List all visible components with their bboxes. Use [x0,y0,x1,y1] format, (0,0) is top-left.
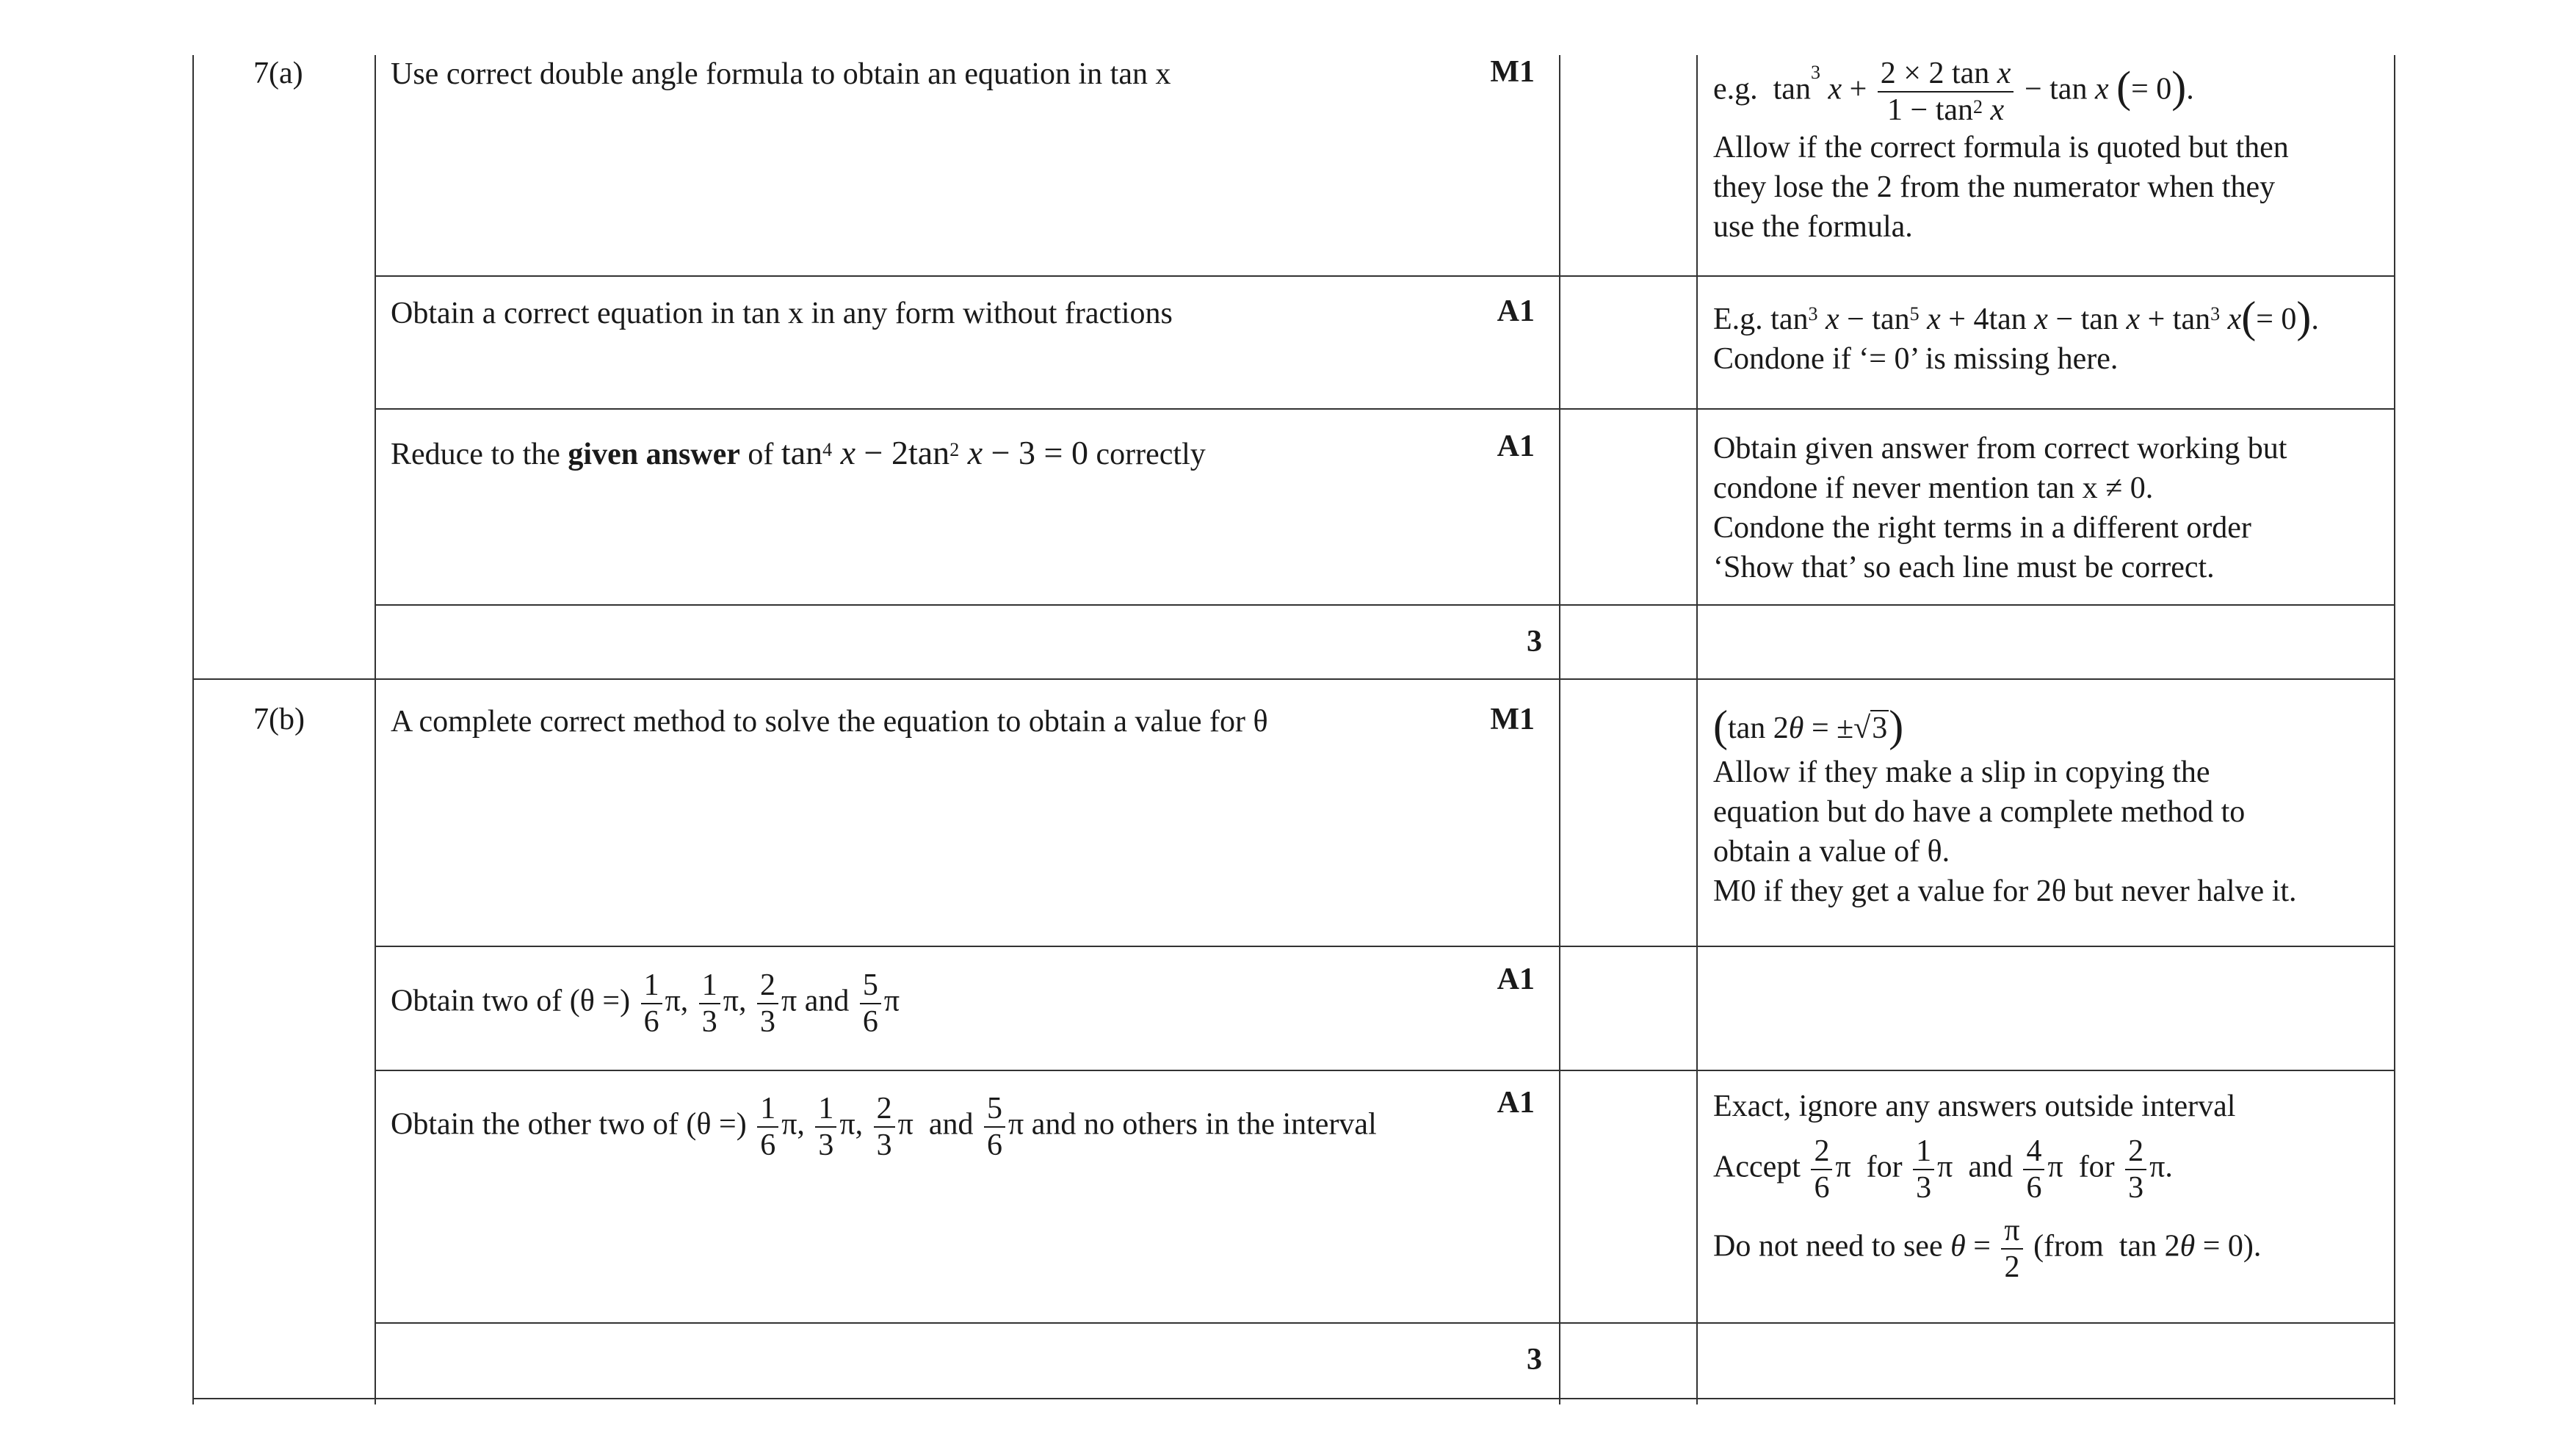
fraction: $\frac{1}{3}$ [699,968,720,1040]
fraction: $\frac{1}{6}$ [641,968,662,1040]
guidance-cell [1713,293,2381,379]
given-equation: $\tan^4 x - 2\tan^2$ x − 3 = 0 [781,434,1088,471]
guidance-equation: (tan 2θ = ±√3) [1713,702,1904,750]
answer-mid: of [748,438,774,471]
guidance-line: Allow if they make a slip in copying the [1713,755,2210,789]
fraction: $\frac{2}{3}$ [757,968,778,1040]
guidance-line: Condone if ‘= 0’ is missing here. [1713,342,2119,376]
row-divider [375,1070,2395,1071]
guidance-line: Exact, ignore any answers outside interval [1713,1090,2236,1123]
fraction: $\frac{5}{6}$ [984,1091,1005,1163]
table-border-left [192,55,194,1404]
row-divider [375,408,2395,410]
guidance-line: M0 if they get a value for 2θ but never halve it. [1713,874,2297,908]
mark-code: A1 [1497,429,1535,463]
guidance-cell [1713,1087,2381,1285]
column-divider-answer [375,55,376,1404]
question-divider [192,678,2395,680]
answer-text: Use correct double angle formula to obtain an equation in tan x [391,57,1171,91]
guidance-line: condone if never mention tan x ≠ 0. [1713,471,2154,505]
column-divider-guidance [1696,55,1698,1404]
guidance-line: they lose the 2 from the numerator when they [1713,170,2276,204]
guidance-line: Condone the right terms in a different order [1713,511,2251,545]
fraction: $\frac{1}{3}$ [815,1091,836,1163]
guidance-line: ‘Show that’ so each line must be correct. [1713,551,2215,584]
guidance-cell [1713,702,2381,911]
guidance-equation: e.g. $\tan^3 x$ + $\frac{\text{2 × 2 tan x}}{1 - \tan^2 x}$ − tan x (= 0). [1713,57,2194,127]
fraction: $\frac{\text{2 × 2 tan x}}{1 - \tan^2 x}$ [1878,56,2014,128]
mark-code: A1 [1497,294,1535,328]
guidance-line: Allow if the correct formula is quoted but then [1713,131,2289,164]
guidance-line: Obtain given answer from correct working but [1713,432,2287,465]
row-divider [375,946,2395,947]
table-border-bottom [192,1398,2395,1399]
mark-code: M1 [1490,55,1535,89]
fraction: $\frac{2}{3}$ [874,1091,895,1163]
answer-prefix: Obtain the other two of (θ =) [391,1107,747,1142]
guidance-cell [1713,429,2381,587]
answer-prefix: Reduce to the [391,438,560,471]
guidance-equation: E.g. $\tan^3 x - \tan^5 x + 4\tan$ $x - \tan x + \tan^3 x(= 0)$. [1713,293,2319,341]
fraction: $\frac{5}{6}$ [860,968,881,1040]
mark-code: A1 [1497,963,1535,996]
given-answer-emphasis: given answer [568,438,740,471]
answer-text: Obtain a correct equation in tan x in any form without fractions [391,297,1173,330]
question-label: 7(b) [253,703,305,736]
question-label: 7(a) [253,57,303,90]
question-total: 3 [1527,625,1542,659]
answer-prefix: Obtain two of (θ =) [391,984,631,1018]
row-divider [375,604,2395,606]
answer-text: A complete correct method to solve the equation to obtain a value for θ [391,705,1268,739]
answer-text: Obtain two of (θ =) $\frac{1}{6}$ π, $\frac{1}{3}$ π, $\frac{2}{3}$ π and $\frac{5}{6}$ π [391,968,900,1039]
column-divider-marks [1559,55,1560,1404]
guidance-line: equation but do have a complete method to [1713,795,2246,829]
answer-text: Obtain the other two of (θ =) $\frac{1}{6}$ π, $\frac{1}{3}$ π, $\frac{2}{3}$ π and $\frac{5}{6}$ π and no others in the interval [391,1092,1377,1162]
guidance-equation: Do not need to see θ = $\frac{\pi}{2}$ (from tan 2θ = 0). [1713,1214,2262,1284]
guidance-line: use the formula. [1713,210,1913,244]
guidance-equation: Accept $\frac{2}{6}$ π for $\frac{1}{3}$ π and $\frac{4}{6}$ π for $\frac{2}{3}$ π. [1713,1134,2173,1205]
answer-suffix: correctly [1096,438,1206,471]
answer-suffix: and no others in the interval [1031,1107,1377,1142]
mark-code: M1 [1490,703,1535,736]
row-divider [375,275,2395,277]
fraction: $\frac{1}{6}$ [757,1091,778,1163]
answer-text [391,433,1206,474]
row-divider [375,1322,2395,1324]
table-border-right [2394,55,2395,1404]
guidance-line: obtain a value of θ. [1713,835,1950,869]
mark-code: A1 [1497,1086,1535,1120]
guidance-cell [1713,56,2381,247]
question-total: 3 [1527,1343,1542,1377]
